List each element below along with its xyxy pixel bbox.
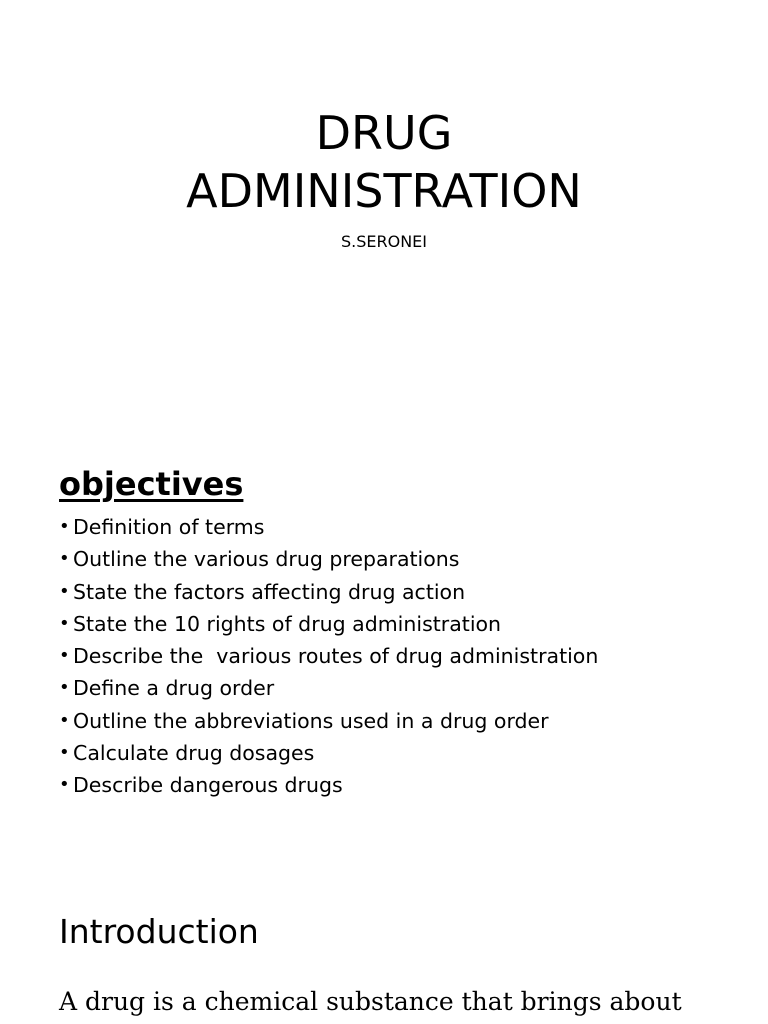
bullet-icon: •: [59, 645, 70, 667]
bullet-icon: •: [59, 580, 70, 602]
list-item-text: Describe dangerous drugs: [73, 773, 343, 798]
main-title-line-1: DRUG: [315, 106, 453, 160]
list-item-text: Calculate drug dosages: [73, 741, 315, 766]
bullet-icon: •: [59, 612, 70, 634]
bullet-icon: •: [59, 709, 70, 731]
list-item: [59, 672, 598, 704]
author-name: S.SERONEI: [340, 232, 427, 251]
bullet-icon: •: [59, 742, 70, 764]
bullet-icon: •: [59, 774, 70, 796]
bullet-icon: •: [59, 548, 70, 570]
list-item-text: Describe the various routes of drug administration: [73, 644, 599, 669]
list-item: [59, 640, 598, 672]
objectives-slide: [0, 460, 768, 840]
title-slide: [0, 0, 768, 420]
main-title-line-2: ADMINISTRATION: [186, 164, 582, 218]
introduction-heading: Introduction: [59, 912, 259, 951]
list-item: [59, 769, 598, 801]
introduction-text: A drug is a chemical substance that brings about: [59, 987, 682, 1016]
list-item: [59, 608, 598, 640]
list-item: [59, 511, 598, 543]
objectives-heading: objectives: [59, 465, 244, 503]
introduction-slide: [0, 900, 768, 1024]
list-item: [59, 705, 598, 737]
objectives-list: [59, 511, 598, 802]
list-item-text: Outline the various drug preparations: [73, 547, 460, 572]
list-item: [59, 576, 598, 608]
list-item-text: Definition of terms: [73, 515, 265, 539]
list-item-text: State the 10 rights of drug administration: [73, 611, 502, 636]
bullet-icon: •: [59, 677, 70, 699]
list-item-text: Outline the abbreviations used in a drug order: [73, 708, 549, 733]
list-item-text: Define a drug order: [73, 676, 275, 701]
bullet-icon: •: [59, 516, 70, 537]
list-item: [59, 543, 598, 575]
list-item-text: State the factors affecting drug action: [73, 579, 466, 604]
list-item: [59, 737, 598, 769]
main-title: [0, 104, 768, 220]
